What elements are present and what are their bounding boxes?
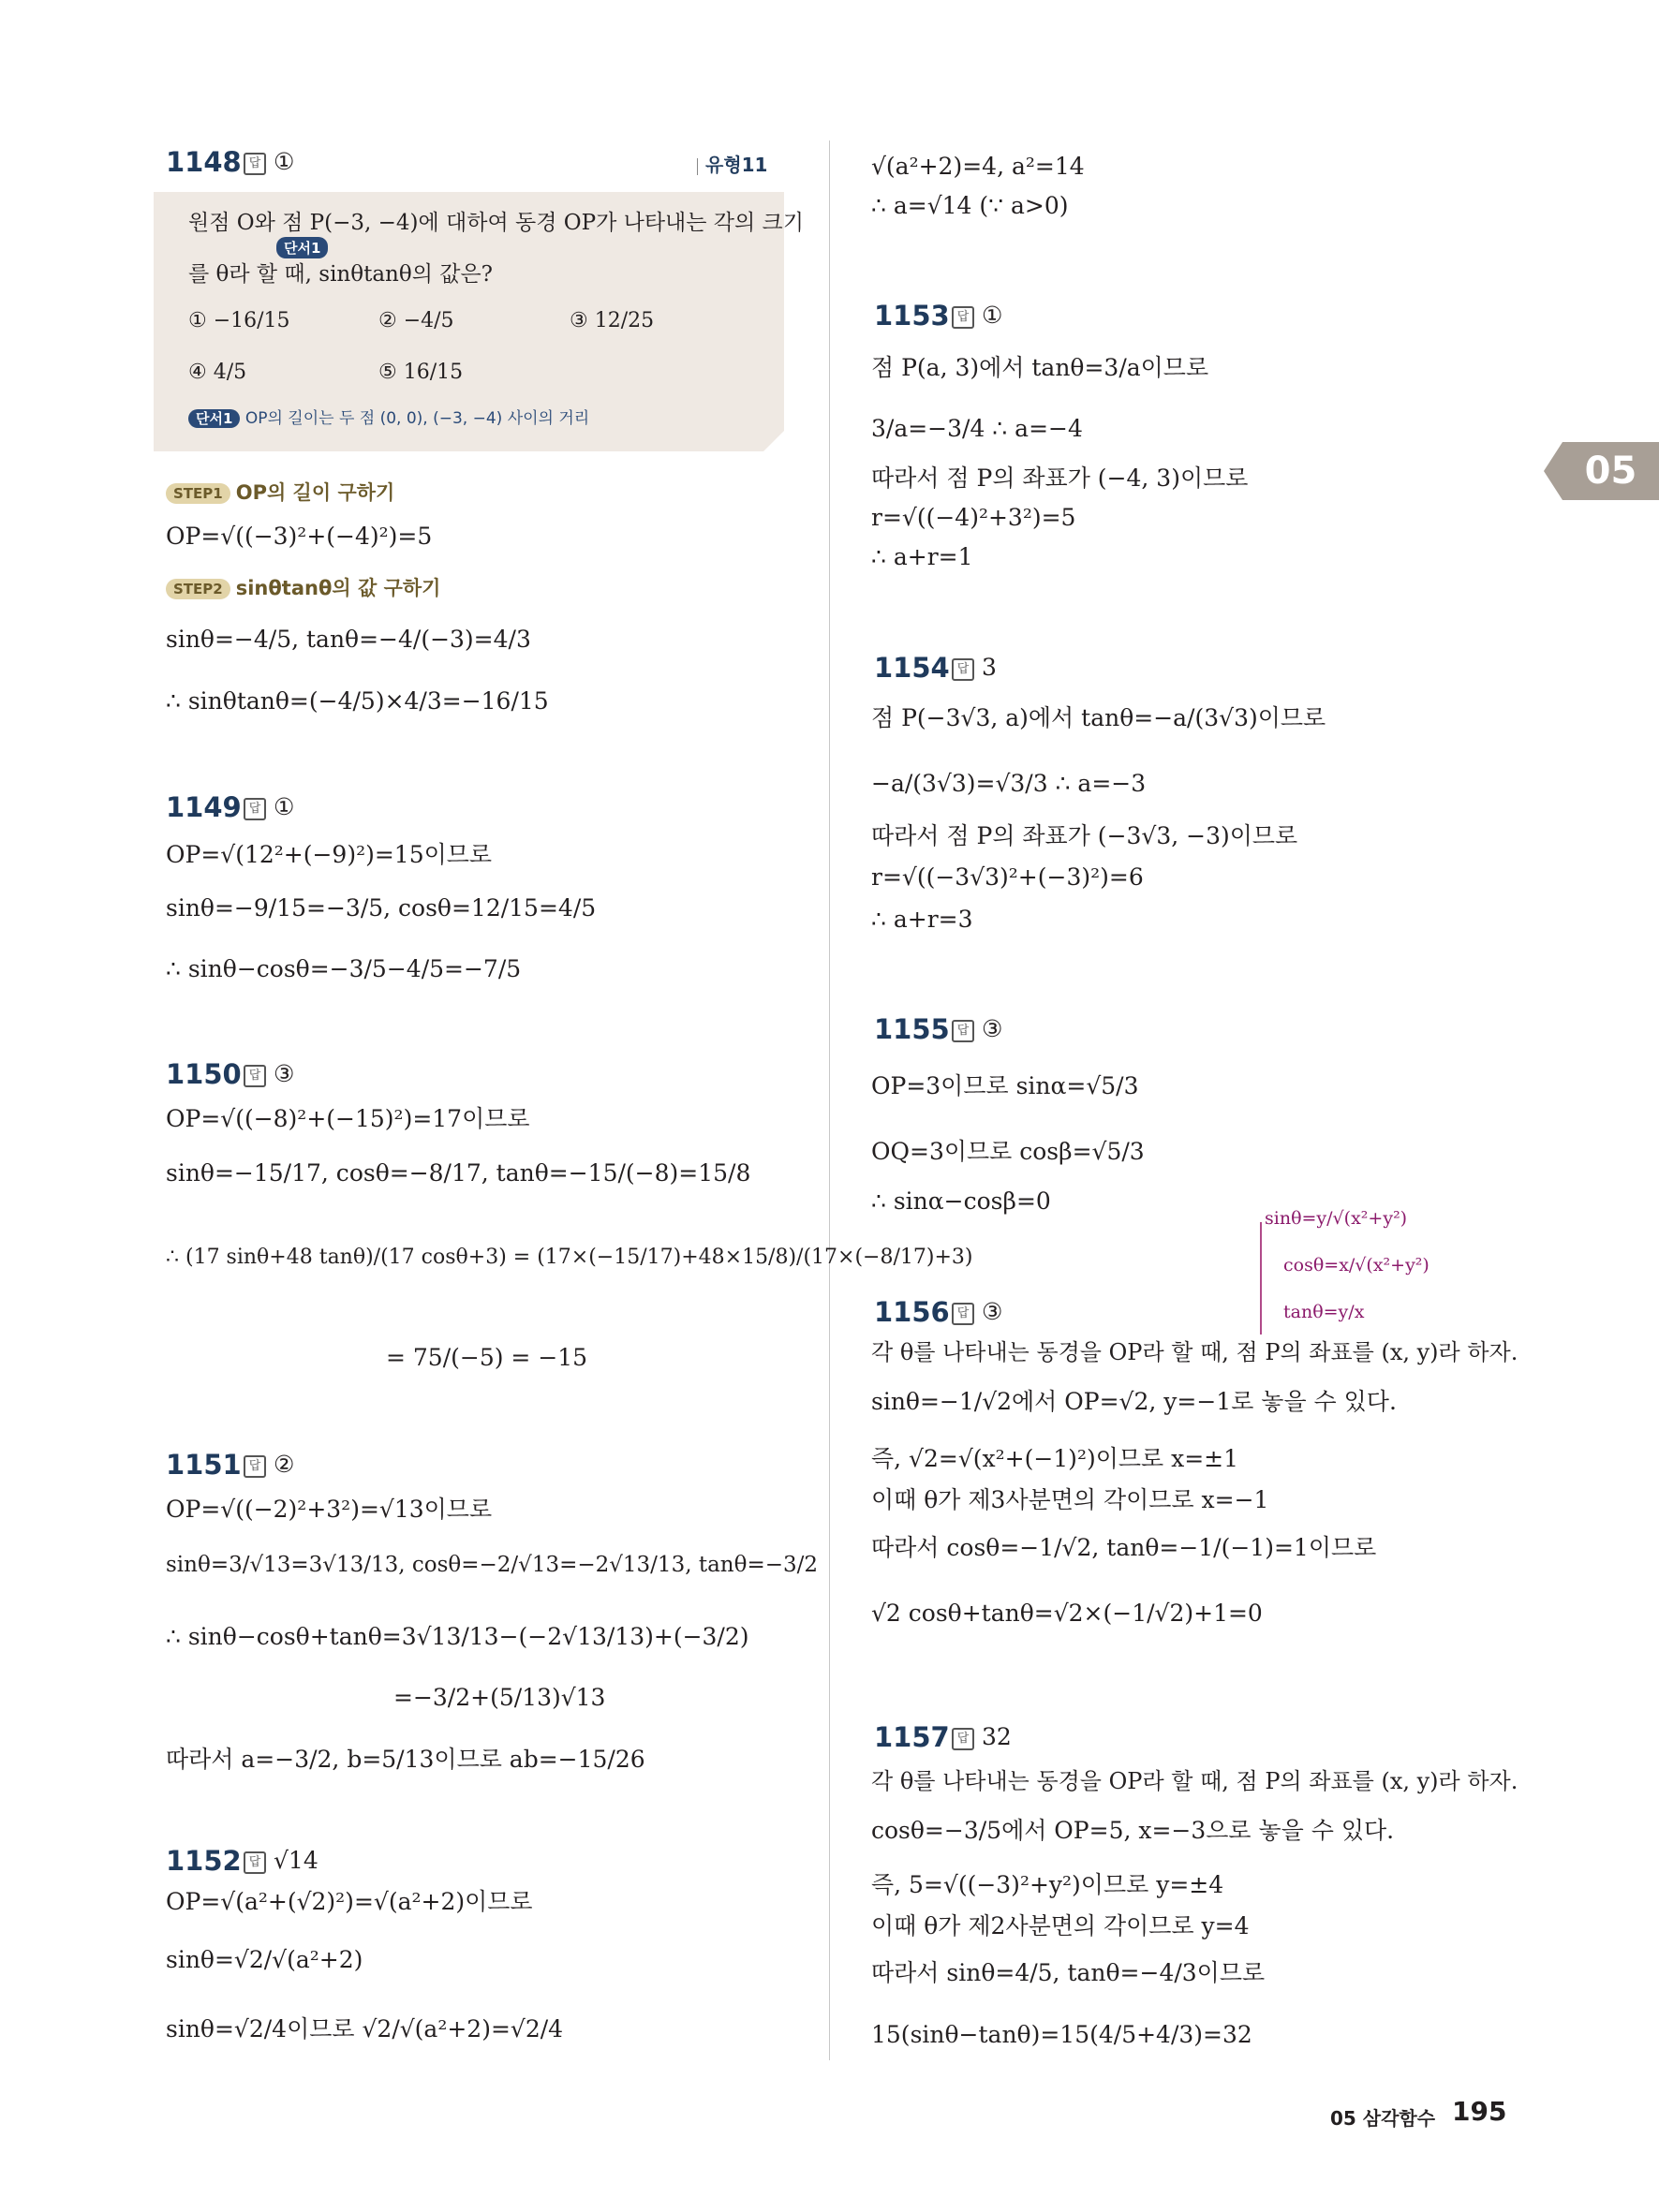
solution-line: 점 P(−3√3, a)에서 tanθ=−a/(3√3)이므로 — [871, 704, 1326, 731]
solution-line: √2 cosθ+tanθ=√2×(−1/√2)+1=0 — [871, 1600, 1263, 1627]
question-text: 원점 O와 점 P(−3, −4)에 대하여 동경 OP가 나타내는 각의 크기 — [188, 211, 804, 235]
answer-icon: 답 — [244, 153, 266, 175]
problem-number: 1151 — [166, 1449, 242, 1481]
answer-icon: 답 — [952, 658, 974, 681]
solution-line: OP=√((−3)²+(−4)²)=5 — [166, 523, 433, 550]
solution-line: cosθ=−3/5에서 OP=5, x=−3으로 놓을 수 있다. — [871, 1817, 1395, 1844]
formula-note: sinθ=y/√(x²+y²) — [1265, 1208, 1408, 1229]
solution-line: 즉, 5=√((−3)²+y²)이므로 y=±4 — [871, 1871, 1224, 1898]
clue-note: 단서1 OP의 길이는 두 점 (0, 0), (−3, −4) 사이의 거리 — [188, 409, 589, 428]
solution-line: r=√((−3√3)²+(−3)²)=6 — [871, 863, 1144, 891]
solution-line: −a/(3√3)=√3/3 ∴ a=−3 — [871, 770, 1147, 797]
solution-line: 즉, √2=√(x²+(−1)²)이므로 x=±1 — [871, 1445, 1239, 1472]
solution-line: ∴ a+r=1 — [871, 543, 973, 570]
answer-icon: 답 — [244, 1851, 266, 1874]
chapter-side-tab: 05 — [1563, 442, 1659, 500]
solution-line: OP=√(a²+(√2)²)=√(a²+2)이므로 — [166, 1888, 533, 1915]
solution-line: sinθ=√2/4이므로 √2/√(a²+2)=√2/4 — [166, 2015, 564, 2042]
solution-line: ∴ sinθ−cosθ+tanθ=3√13/13−(−2√13/13)+(−3/2) — [166, 1623, 749, 1650]
answer: 답 ① — [244, 148, 294, 175]
note-bracket — [1260, 1222, 1262, 1335]
solution-line: =−3/2+(5/13)√13 — [393, 1684, 606, 1711]
solution-line: ∴ a+r=3 — [871, 906, 973, 933]
solution-line: 따라서 점 P의 좌표가 (−3√3, −3)이므로 — [871, 822, 1298, 849]
answer: 답 3 — [952, 654, 997, 681]
answer: 답 ③ — [244, 1060, 294, 1087]
answer-icon: 답 — [244, 798, 266, 820]
solution-line: 3/a=−3/4 ∴ a=−4 — [871, 415, 1083, 442]
problem-number: 1156 — [874, 1296, 950, 1328]
solution-line: OP=√((−2)²+3²)=√13이므로 — [166, 1496, 493, 1523]
solution-line: sinθ=−15/17, cosθ=−8/17, tanθ=−15/(−8)=15/8 — [166, 1159, 751, 1187]
choice: ② −4/5 — [378, 309, 454, 332]
solution-line: OP=√(12²+(−9)²)=15이므로 — [166, 841, 493, 868]
problem-number: 1149 — [166, 791, 242, 823]
solution-line: ∴ sinα−cosβ=0 — [871, 1187, 1051, 1215]
solution-line: ∴ sinθ−cosθ=−3/5−4/5=−7/5 — [166, 955, 522, 982]
solution-line: sinθ=√2/√(a²+2) — [166, 1946, 363, 1973]
solution-line: r=√((−4)²+3²)=5 — [871, 504, 1076, 531]
choice: ① −16/15 — [188, 309, 290, 332]
footer-chapter: 05 삼각함수 — [1330, 2107, 1436, 2130]
step-heading: STEP1 OP의 길이 구하기 — [166, 478, 394, 506]
answer-icon: 답 — [244, 1455, 266, 1478]
solution-line: 이때 θ가 제2사분면의 각이므로 y=4 — [871, 1912, 1250, 1939]
column-divider — [829, 140, 830, 2060]
answer: 답 ① — [952, 302, 1002, 329]
answer: 답 ③ — [952, 1298, 1002, 1325]
solution-line: ∴ (17 sinθ+48 tanθ)/(17 cosθ+3) = (17×(−15/17)+48×15/8)/(17×(−8/17)+3) — [166, 1246, 973, 1269]
solution-line: OP=√((−8)²+(−15)²)=17이므로 — [166, 1105, 530, 1132]
solution-line: 각 θ를 나타내는 동경을 OP라 할 때, 점 P의 좌표를 (x, y)라 하자. — [871, 1339, 1518, 1365]
problem-number: 1153 — [874, 300, 950, 332]
step-heading: STEP2 sinθtanθ의 값 구하기 — [166, 573, 440, 601]
answer: 답 ① — [244, 793, 294, 820]
answer: 답 ② — [244, 1451, 294, 1478]
problem-number: 1157 — [874, 1721, 950, 1753]
solution-line: = 75/(−5) = −15 — [386, 1344, 588, 1371]
answer-icon: 답 — [952, 1303, 974, 1325]
solution-line: sinθ=−1/√2에서 OP=√2, y=−1로 놓을 수 있다. — [871, 1388, 1397, 1415]
solution-line: 이때 θ가 제3사분면의 각이므로 x=−1 — [871, 1486, 1269, 1513]
solution-line: 따라서 a=−3/2, b=5/13이므로 ab=−15/26 — [166, 1746, 645, 1773]
answer-icon: 답 — [952, 1728, 974, 1750]
solution-line: ∴ sinθtanθ=(−4/5)×4/3=−16/15 — [166, 687, 549, 715]
solution-line: 15(sinθ−tanθ)=15(4/5+4/3)=32 — [871, 2021, 1252, 2048]
solution-line: OP=3이므로 sinα=√5/3 — [871, 1072, 1139, 1099]
solution-line: 각 θ를 나타내는 동경을 OP라 할 때, 점 P의 좌표를 (x, y)라 하자. — [871, 1768, 1518, 1794]
formula-note: cosθ=x/√(x²+y²) — [1283, 1255, 1429, 1276]
solution-line: sinθ=3/√13=3√13/13, cosθ=−2/√13=−2√13/13, tanθ=−3/2 — [166, 1553, 818, 1577]
solution-line: 따라서 sinθ=4/5, tanθ=−4/3이므로 — [871, 1959, 1266, 1986]
solution-line: sinθ=−4/5, tanθ=−4/(−3)=4/3 — [166, 626, 531, 653]
problem-number: 1154 — [874, 652, 950, 684]
choice: ④ 4/5 — [188, 361, 247, 384]
problem-number: 1150 — [166, 1058, 242, 1090]
solution-line: OQ=3이므로 cosβ=√5/3 — [871, 1138, 1145, 1165]
problem-number: 1148 — [166, 146, 242, 178]
formula-note: tanθ=y/x — [1283, 1302, 1365, 1322]
solution-line: 점 P(a, 3)에서 tanθ=3/a이므로 — [871, 354, 1209, 381]
problem-number: 1152 — [166, 1845, 242, 1877]
answer-icon: 답 — [244, 1065, 266, 1087]
solution-line: 따라서 점 P의 좌표가 (−4, 3)이므로 — [871, 465, 1249, 492]
solution-line: √(a²+2)=4, a²=14 — [871, 153, 1085, 180]
solution-line: ∴ a=√14 (∵ a>0) — [871, 192, 1069, 219]
solution-line: sinθ=−9/15=−3/5, cosθ=12/15=4/5 — [166, 894, 597, 922]
answer-icon: 답 — [952, 306, 974, 329]
clue-tag: 단서1 — [276, 237, 328, 258]
answer-icon: 답 — [952, 1020, 974, 1042]
problem-number: 1155 — [874, 1013, 950, 1045]
page-number: 195 — [1452, 2096, 1507, 2127]
type-tag: 유형11 — [697, 150, 767, 177]
answer: 답 32 — [952, 1723, 1012, 1750]
solution-line: 따라서 cosθ=−1/√2, tanθ=−1/(−1)=1이므로 — [871, 1534, 1377, 1561]
answer: 답 ③ — [952, 1015, 1002, 1042]
choice: ⑤ 16/15 — [378, 361, 464, 384]
choice: ③ 12/25 — [570, 309, 655, 332]
question-text: 를 θ라 할 때, sinθtanθ의 값은? — [188, 262, 494, 287]
answer: 답 √14 — [244, 1847, 318, 1874]
